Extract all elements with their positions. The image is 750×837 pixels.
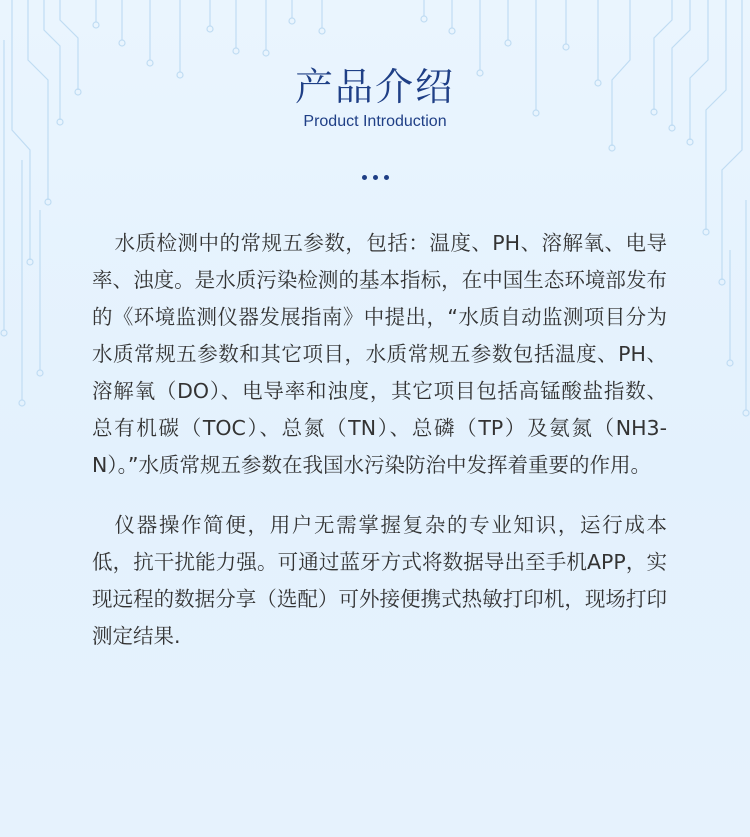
dot-icon (362, 175, 367, 180)
dot-icon (384, 175, 389, 180)
three-dots-divider (0, 170, 750, 180)
page-title: 产品介绍 (294, 65, 455, 109)
dot-icon (373, 175, 378, 180)
description-paragraph: 水质检测中的常规五参数，包括：温度、PH、溶解氧、电导率、浊度。是水质污染检测的基本指标，在中国生态环境部发布的《环境监测仪器发展指南》中提出，“水质自动监测项目分为水质常规五参数和其它项目，水质常规五参数包括温度、PH、溶解氧（DO）、电导率和浊度，其它项目包括高锰酸盐指数、总有机碳（TOC）、总氮（TN）、总磷（TP）及氨氮（NH3-N）。”水质常规五参数在我国水污染防治中发挥着重要的作用。 (92, 231, 667, 477)
page-subtitle: Product Introduction (303, 113, 447, 130)
product-description (92, 225, 667, 655)
section-header (0, 62, 750, 132)
description-paragraph: 仪器操作简便，用户无需掌握复杂的专业知识，运行成本低，抗干扰能力强。可通过蓝牙方式将数据导出至手机APP，实现远程的数据分享（选配）可外接便携式热敏打印机，现场打印测定结果. (92, 513, 667, 648)
